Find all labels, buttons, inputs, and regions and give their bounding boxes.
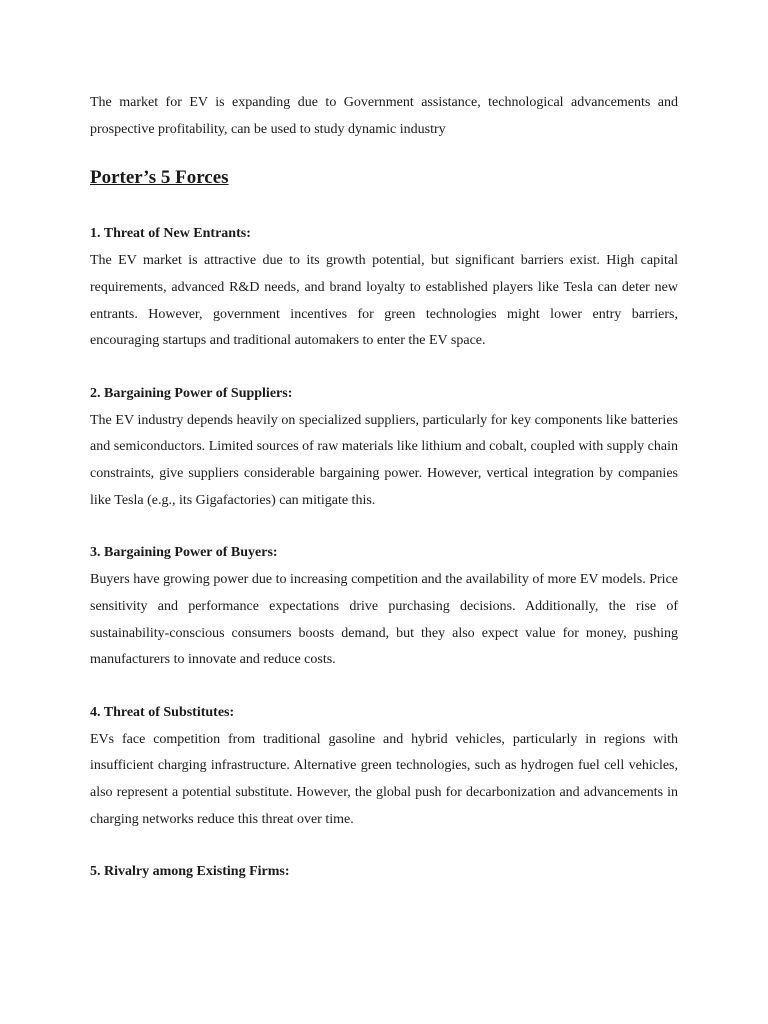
section-threat-of-new-entrants: [90, 221, 678, 355]
section-paragraph: Buyers have growing power due to increasing competition and the availability of more EV models. Price sensitivity and performance expectations drive purchasing decisions. Additionally, the rise of sustainability-conscious consumers boosts demand, but they also expect value for money, pushing manufacturers to innovate and reduce costs.: [90, 572, 678, 668]
intro-paragraph: The market for EV is expanding due to Government assistance, technological advancements and prospective profitability, can be used to study dynamic industry: [90, 95, 678, 137]
section-bargaining-power-of-buyers: [90, 540, 678, 674]
section-bargaining-power-of-suppliers: [90, 381, 678, 515]
section-heading: 3. Bargaining Power of Buyers:: [90, 545, 278, 561]
section-threat-of-substitutes: [90, 700, 678, 834]
section-heading: 4. Threat of Substitutes:: [90, 704, 235, 720]
section-heading: 2. Bargaining Power of Suppliers:: [90, 385, 293, 401]
section-paragraph: The EV industry depends heavily on specialized suppliers, particularly for key components like batteries and semiconductors. Limited sources of raw materials like lithium and cobalt, coupled with supply chain constraints, give suppliers considerable bargaining power. However, vertical integration by companies like Tesla (e.g., its Gigafactories) can mitigate this.: [90, 412, 678, 508]
section-heading: 1. Threat of New Entrants:: [90, 226, 251, 242]
page-title: Porter’s 5 Forces: [90, 167, 229, 189]
section-paragraph: EVs face competition from traditional gasoline and hybrid vehicles, particularly in regions with insufficient charging infrastructure. Alternative green technologies, such as hydrogen fuel cell vehicles, also represent a potential substitute. However, the global push for decarbonization and advancements in charging networks reduce this threat over time.: [90, 731, 678, 827]
document-page: [90, 90, 678, 886]
section-paragraph: The EV market is attractive due to its growth potential, but significant barriers exist. High capital requirements, advanced R&D needs, and brand loyalty to established players like Tesla can deter new entrants. However, government incentives for green technologies might lower entry barriers, encouraging startups and traditional automakers to enter the EV space.: [90, 253, 678, 349]
section-heading: 5. Rivalry among Existing Firms:: [90, 864, 290, 880]
section-rivalry-among-existing-firms: [90, 859, 678, 886]
